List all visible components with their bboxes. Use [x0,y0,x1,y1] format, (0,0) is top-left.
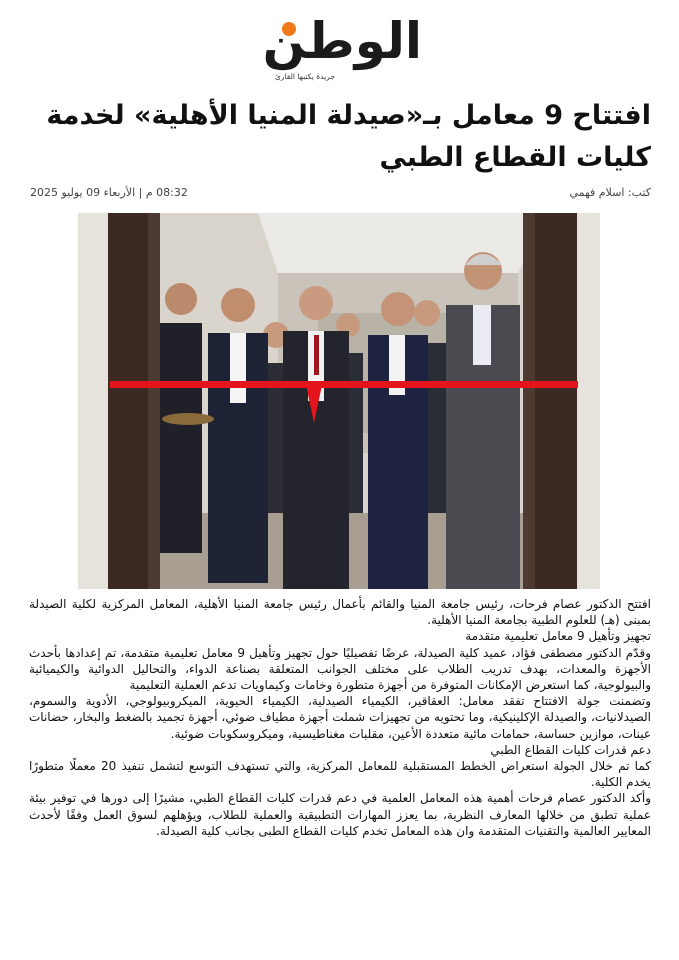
ribbon-cutting-photo [78,213,600,589]
article-paragraph: وتضمنت جولة الافتتاح تفقد معامل: العقاقير، الكيمياء الصيدلية، الكيمياء الحيوية، الميكروبيولوجي، الأدوية والسموم، الصيدلانيات، والصيدلة الإكلينيكية، وما تحتويه من تجهيزات شملت أجهزة مطياف ضوئي، أجهزة تجميد بالضغط والبخار، حضانات عينات، موازين حساسة، حمامات مائية متعددة الأعين، مقلبات مغناطيسية، وميكروسكوبات ضوئية. [29,694,651,741]
logo-tagline: جريدة يكتبها القارئ [275,72,335,81]
article-photo [78,213,600,589]
article-subheading: دعم قدرات كليات القطاع الطبي [490,742,651,757]
logo-wordmark: الوطن [262,12,422,70]
site-logo[interactable] [262,10,422,88]
article-paragraph: افتتح الدكتور عصام فرحات، رئيس جامعة المنيا والقائم بأعمال رئيس جامعة المنيا الأهلية، المعامل المركزية لكلية الصيدلة بمبنى (هـ) للعلوم الطبية بجامعة المنيا الأهلية. [29,597,651,628]
article-headline: افتتاح 9 معامل بـ«صيدلة المنيا الأهلية» لخدمة كليات القطاع الطبي [46,100,651,173]
article-subheading: تجهيز وتأهيل 9 معامل تعليمية متقدمة [465,629,651,644]
masthead [0,10,679,90]
publish-datetime: 08:32 م | الأربعاء 09 يوليو 2025 [30,186,188,199]
author-byline[interactable]: كتب: اسلام فهمي [569,186,651,199]
article-body [29,596,651,839]
article-meta [30,186,651,206]
article-paragraph: وقدّم الدكتور مصطفى فؤاد، عميد كلية الصيدلة، عرضًا تفصيليًا حول تجهيز وتأهيل 9 معامل تعليمية متقدمة، تم إعدادها بأحدث الأجهزة والمعدات، بهدف تدريب الطلاب على مختلف الجوانب المتعلقة بصناعة الدواء، والتحاليل الدوائية والكيميائية والبيولوجية، كما استعرض الإمكانات المتوفرة من أجهزة متطورة وخامات وكيماويات تدعم العملية التعليمية [29,645,652,693]
article-paragraph: وأكد الدكتور عصام فرحات أهمية هذه المعامل العلمية في دعم قدرات كليات القطاع الطبي، مشيرًا إلى دورها في توفير بيئة عملية تطبق من خلالها المعارف النظرية، بما يعزز المهارات التطبيقية والعملية للطلاب، ويؤهلهم لسوق العمل وفقًا لأحدث المعايير العالمية والتقنيات المتقدمة وان هذه المعامل تخدم كليات القطاع الطبى بجانب كلية الصيدلة. [29,791,651,838]
article-paragraph: كما تم خلال الجولة استعراض الخطط المستقبلية للمعامل المركزية، والتي تستهدف التوسع لتشمل تنفيذ 20 معملًا متطورًا يخدم الكلية. [29,759,651,790]
